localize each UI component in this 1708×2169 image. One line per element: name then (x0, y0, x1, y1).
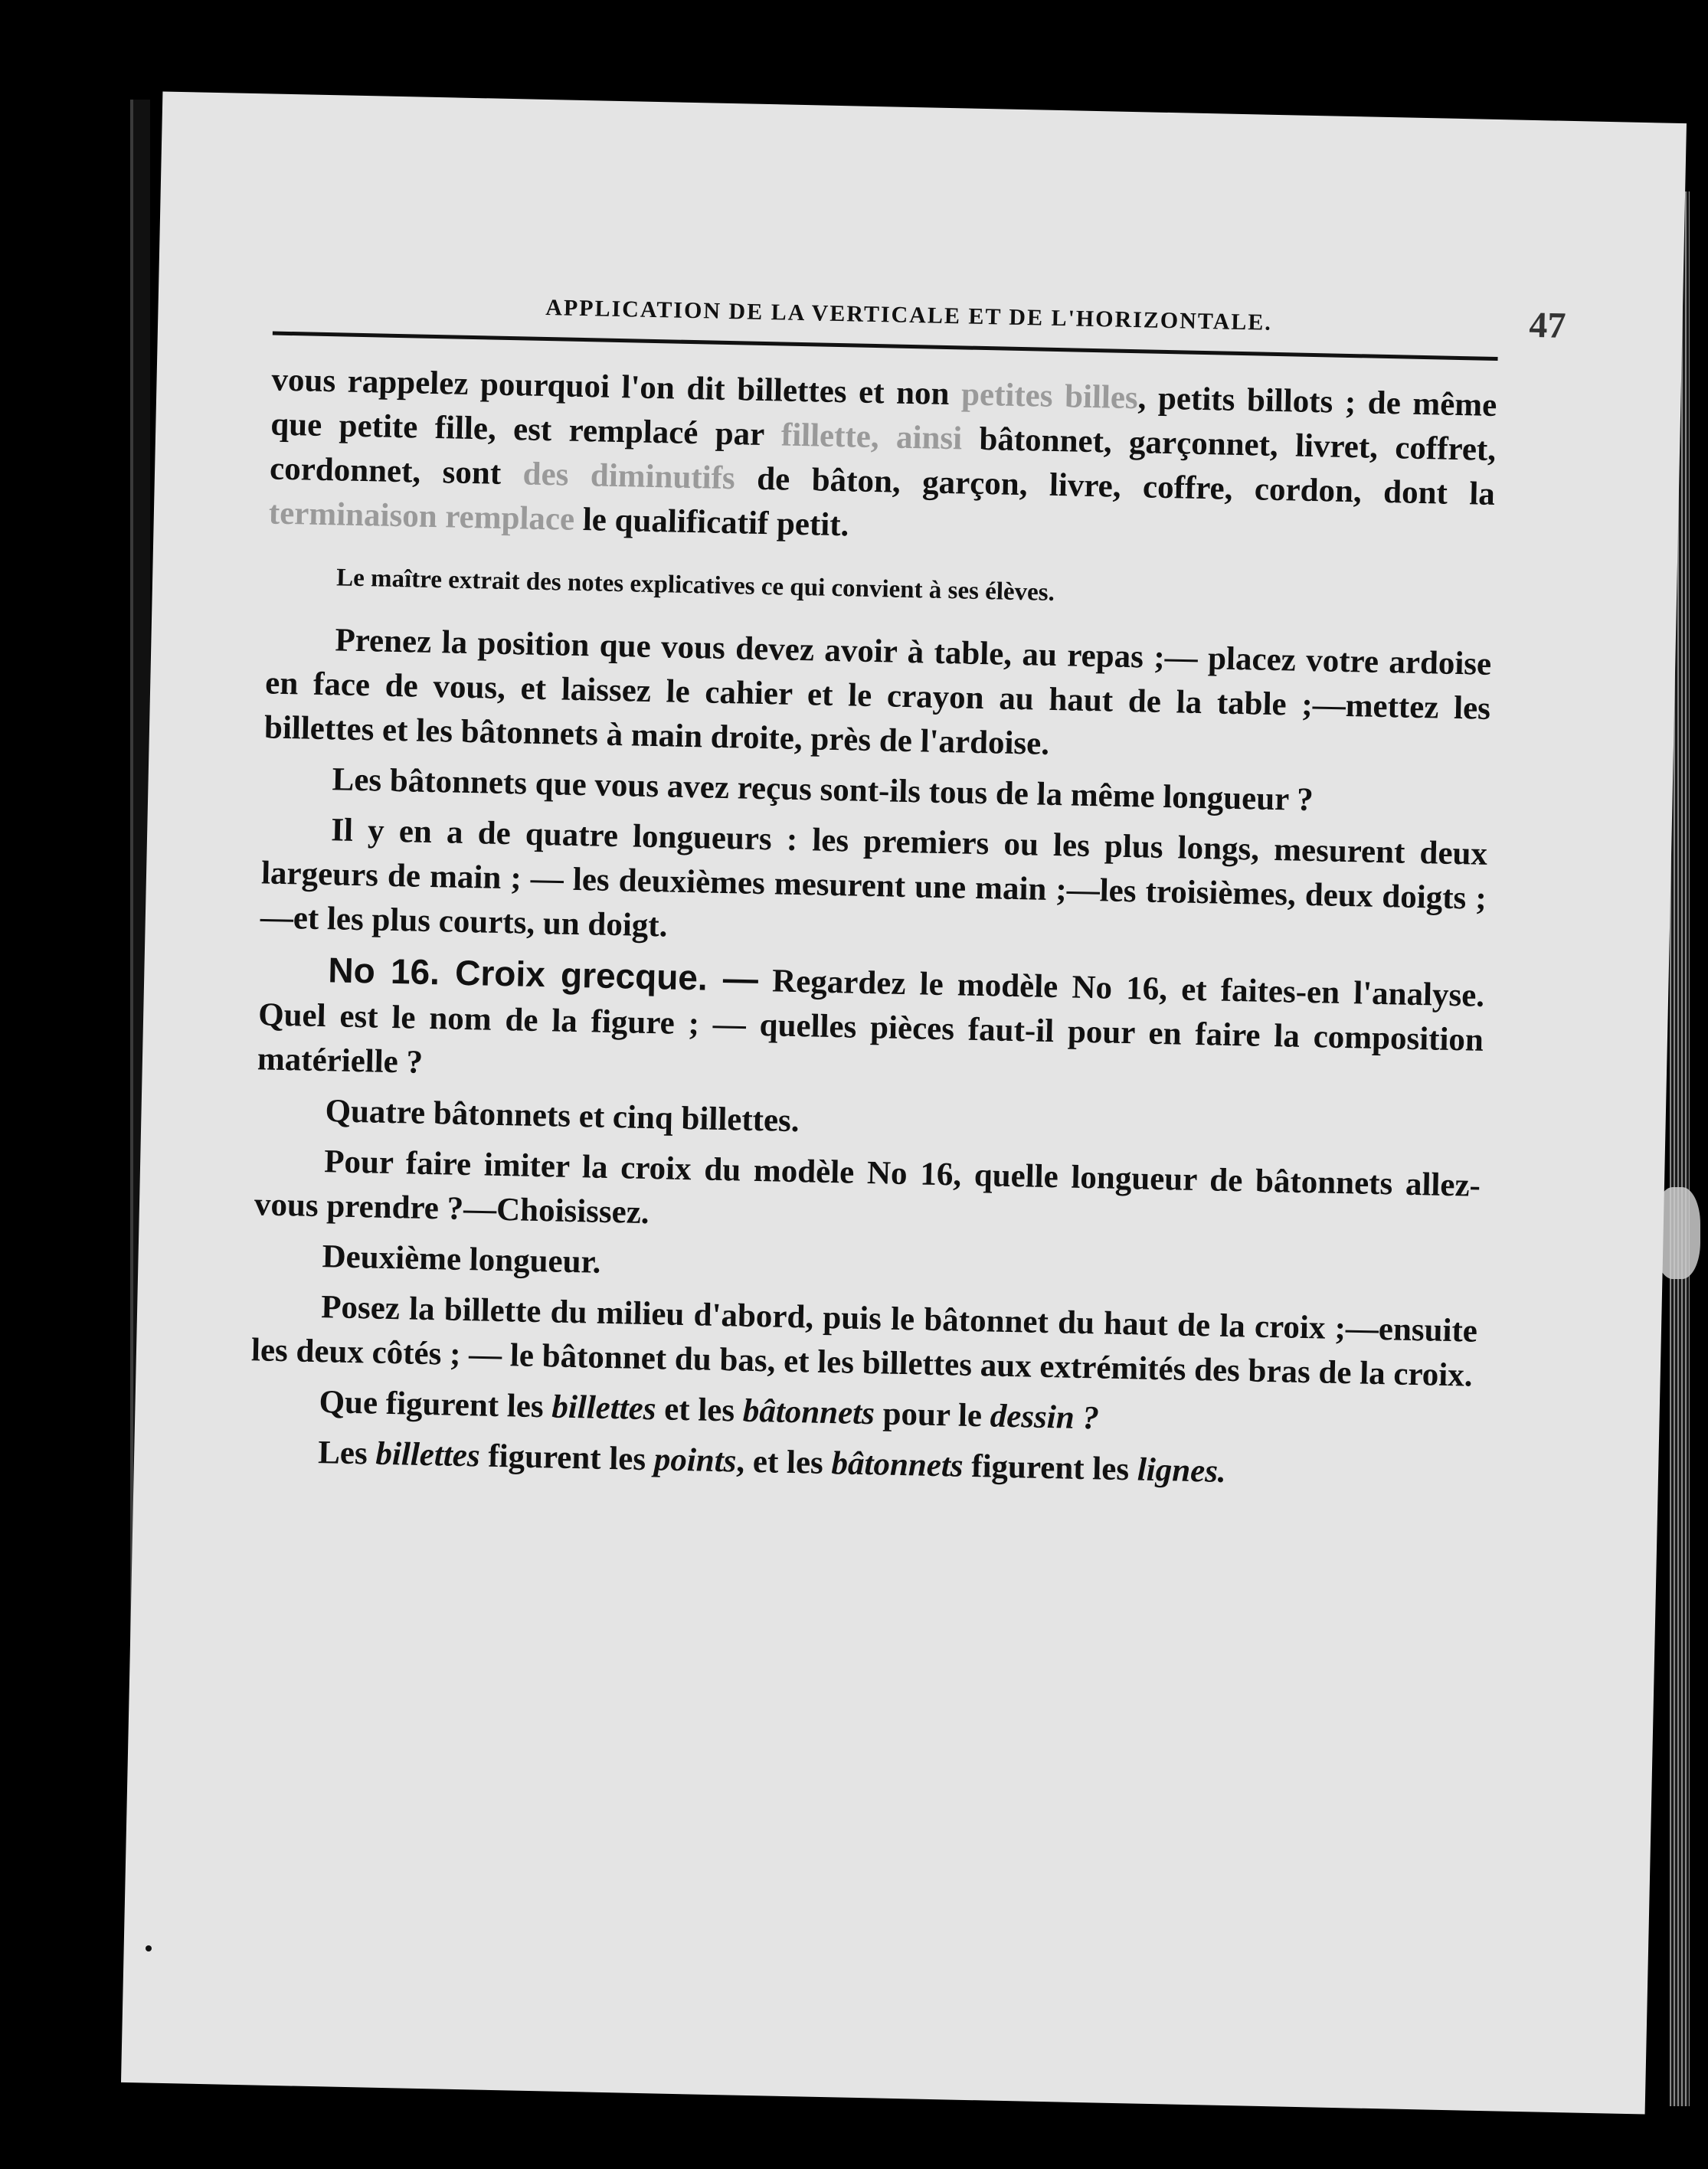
p11-text-e: , et les (735, 1443, 833, 1482)
p1-text-a: vous rappelez pourquoi l'on dit billettes et non (271, 362, 962, 413)
p10-em-dessin: dessin ? (990, 1398, 1100, 1437)
p1-text-g: de bâton, garçon, livre, coffre, cordon, dont la (735, 460, 1496, 512)
p11-em-lignes: lignes. (1137, 1451, 1227, 1490)
page-number: 47 (1528, 304, 1566, 346)
p5-body: Regardez le modèle No 16, et faites-en l'analyse. Quel est le nom de la figure ; — quelles pièces faut-il pour en faire la composition matérielle ? (257, 962, 1485, 1081)
p1-text-i: le qualificatif petit. (574, 501, 849, 544)
p10-em-batonnets: bâtonnets (742, 1392, 875, 1432)
p10-text-e: pour le (874, 1395, 991, 1435)
running-head: APPLICATION DE LA VERTICALE ET DE L'HORIZONTALE. (545, 294, 1273, 335)
paragraph-2: Prenez la position que vous devez avoir à table, au repas ;— placez votre ardoise en face de vous, et laissez le cahier et le crayon au haut de la table ;—mettez les billettes et les bâtonnets à main droite, près de l'ardoise. (263, 622, 1492, 762)
paragraph-3: Les bâtonnets que vous avez reçus sont-ils tous de la même longueur ? (332, 761, 1314, 819)
p10-em-billettes: billettes (551, 1389, 656, 1428)
p11-text-g: figurent les (963, 1448, 1138, 1488)
p1-text-b: petites billes (960, 376, 1139, 417)
p11-text-c: figurent les (479, 1438, 655, 1478)
p10-text-c: et les (655, 1391, 744, 1429)
p11-em-billettes: billettes (375, 1435, 481, 1474)
p1-text-c: , petits billots ; de même que petite fille, est remplacé par (270, 380, 1497, 453)
paragraph-6: Quatre bâtonnets et cinq billettes. (325, 1093, 800, 1140)
p1-text-d: fillette, ainsi (780, 417, 963, 457)
paragraph-7: Pour faire imiter la croix du modèle No 16, quelle longueur de bâtonnets allez-vous prendre ?—Choisissez. (254, 1143, 1481, 1232)
p11-em-batonnets: bâtonnets (831, 1445, 964, 1484)
teacher-note: Le maître extrait des notes explicatives ce qui convient à ses élèves. (335, 564, 1055, 607)
section-title-croix-grecque: No 16. Croix grecque. — (327, 950, 759, 999)
book-page (121, 91, 1687, 2114)
paragraph-1 (268, 358, 1497, 561)
p1-text-e: bâtonnet, garçonnet, livret, coffret, cordonnet, sont (269, 420, 1497, 492)
paragraph-8: Deuxième longueur. (322, 1238, 601, 1281)
scan-speck (146, 1945, 152, 1951)
p11-text-a: Les (317, 1435, 376, 1472)
paragraph-9: Posez la billette du milieu d'abord, puis le bâtonnet du haut de la croix ;—ensuite les deux côtés ; — le bâtonnet du bas, et les billettes aux extrémités des bras de la croix. (250, 1289, 1478, 1394)
paragraph-4: Il y en a de quatre longueurs : les premiers ou les plus longs, mesurent deux largeurs de main ; — les deuxièmes mesurent une main ;—les troisièmes, deux doigts ;—et les plus courts, un doigt. (260, 812, 1488, 944)
paragraph-5 (257, 946, 1484, 1107)
p1-text-h: terminaison remplace (268, 495, 575, 538)
p11-em-points: points (653, 1441, 737, 1480)
p1-text-f: des diminutifs (522, 456, 736, 497)
text-block (249, 358, 1497, 1506)
p10-text-a: Que figurent les (319, 1384, 552, 1425)
